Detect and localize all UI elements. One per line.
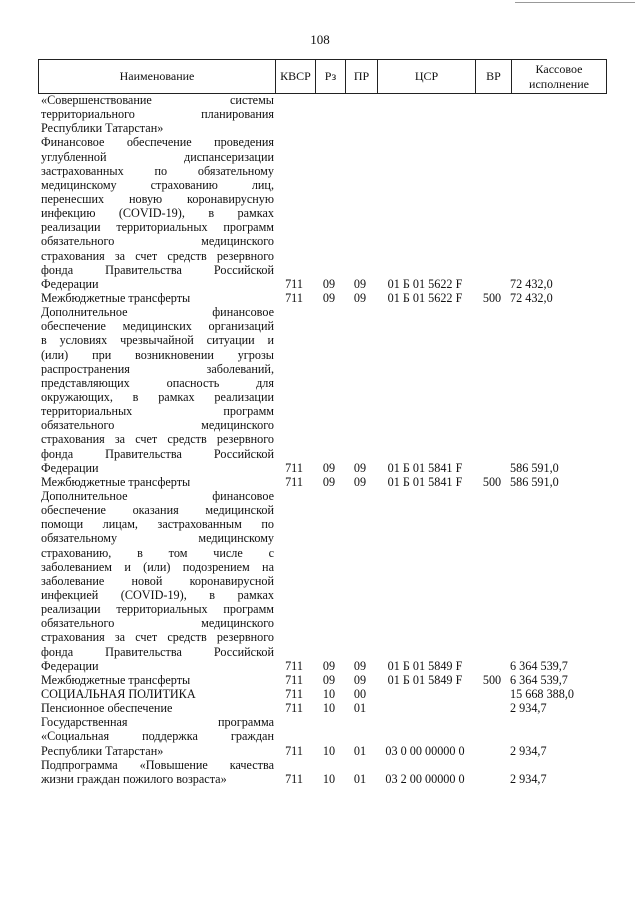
row-kvsr bbox=[274, 715, 314, 757]
row-amount bbox=[510, 758, 547, 786]
row-pr bbox=[344, 135, 376, 291]
header-name: Наименование bbox=[39, 60, 276, 93]
row-name-line: страхования за счет средств резервного bbox=[41, 432, 274, 447]
row-name bbox=[41, 291, 274, 305]
row-name-line: Дополнительное финансовое bbox=[41, 305, 274, 320]
row-name-line: обязательного медицинского bbox=[41, 418, 274, 433]
row-amount-value: 72 432,0 bbox=[510, 276, 553, 291]
row-vr bbox=[474, 715, 510, 757]
row-amount-value: 2 934,7 bbox=[510, 771, 547, 786]
row-name-line: обязательного медицинского bbox=[41, 234, 274, 249]
row-pr-value: 09 bbox=[353, 672, 367, 687]
row-name-line: Федерации bbox=[41, 460, 99, 475]
row-amount bbox=[510, 673, 568, 687]
row-rz-value: 09 bbox=[322, 276, 336, 291]
row-rz-value: 09 bbox=[322, 672, 336, 687]
row-amount bbox=[510, 489, 568, 673]
row-csr bbox=[376, 687, 474, 701]
row-name-line: фонда Правительства Российской bbox=[41, 644, 274, 659]
row-pr-value: 09 bbox=[353, 291, 367, 305]
table-row bbox=[41, 135, 603, 291]
row-name-line: заболевание новой коронавирусной bbox=[41, 573, 274, 588]
row-pr bbox=[344, 758, 376, 786]
row-pr-value: 09 bbox=[353, 460, 367, 475]
row-name-line: СОЦИАЛЬНАЯ ПОЛИТИКА bbox=[41, 687, 196, 702]
row-vr bbox=[474, 135, 510, 291]
row-amount-value: 2 934,7 bbox=[510, 701, 547, 716]
row-csr-value: 03 0 00 00000 0 bbox=[385, 743, 465, 758]
row-amount-value bbox=[510, 121, 513, 135]
row-name bbox=[41, 701, 274, 715]
row-vr-value: 500 bbox=[482, 291, 502, 305]
row-name-line: (или) при возникновении угрозы bbox=[41, 347, 274, 362]
row-csr-value: 01 Б 01 5622 F bbox=[387, 276, 463, 291]
row-csr-value bbox=[376, 121, 474, 135]
row-rz bbox=[314, 758, 344, 786]
row-name-line: медицинскому страхованию лиц, bbox=[41, 177, 274, 192]
table-header bbox=[38, 59, 607, 94]
page-number: 108 bbox=[310, 32, 330, 47]
row-csr bbox=[376, 673, 474, 687]
row-amount bbox=[510, 135, 553, 291]
row-vr bbox=[474, 758, 510, 786]
row-name-line: Государственная программа bbox=[41, 715, 274, 730]
row-name-line: Дополнительное финансовое bbox=[41, 489, 274, 504]
row-pr bbox=[344, 489, 376, 673]
row-rz bbox=[314, 715, 344, 757]
row-rz bbox=[314, 687, 344, 701]
row-name-line: «Совершенствование системы bbox=[41, 93, 274, 107]
row-rz-value: 10 bbox=[322, 743, 336, 758]
row-amount-value: 586 591,0 bbox=[510, 474, 559, 489]
row-amount bbox=[510, 687, 574, 701]
row-name bbox=[41, 475, 274, 489]
row-csr-value: 01 Б 01 5841 F bbox=[387, 474, 463, 489]
row-kvsr bbox=[274, 475, 314, 489]
row-vr-value bbox=[474, 277, 510, 291]
row-vr bbox=[474, 93, 510, 135]
row-rz-value: 09 bbox=[322, 291, 336, 305]
row-amount-value: 15 668 388,0 bbox=[510, 687, 574, 702]
row-name-line: страхованию, в том числе с bbox=[41, 545, 274, 560]
row-name-line: Федерации bbox=[41, 276, 99, 291]
row-pr bbox=[344, 305, 376, 475]
row-rz bbox=[314, 475, 344, 489]
row-amount-value: 6 364 539,7 bbox=[510, 672, 568, 687]
row-name-line: территориальных программ bbox=[41, 404, 274, 419]
row-kvsr-value: 711 bbox=[285, 460, 303, 475]
row-name-line: Республики Татарстан» bbox=[41, 121, 164, 136]
row-vr bbox=[474, 475, 510, 489]
row-rz bbox=[314, 701, 344, 715]
row-rz-value: 09 bbox=[322, 658, 336, 673]
row-name-line: Пенсионное обеспечение bbox=[41, 701, 173, 716]
row-kvsr-value: 711 bbox=[285, 687, 303, 702]
row-rz-value: 09 bbox=[322, 474, 336, 489]
row-name-line: страхования за счет средств резервного bbox=[41, 630, 274, 645]
table-row bbox=[41, 475, 603, 489]
row-csr bbox=[376, 758, 474, 786]
table-row bbox=[41, 758, 603, 786]
row-vr-value bbox=[474, 772, 510, 786]
row-kvsr-value: 711 bbox=[285, 276, 303, 291]
table-row bbox=[41, 489, 603, 673]
row-vr-value bbox=[474, 121, 510, 135]
row-name-line: Республики Татарстан» bbox=[41, 743, 164, 758]
row-pr bbox=[344, 701, 376, 715]
header-rz: Рз bbox=[316, 60, 346, 93]
row-amount bbox=[510, 701, 547, 715]
header-pr: ПР bbox=[346, 60, 378, 93]
row-pr-value: 01 bbox=[353, 701, 367, 716]
row-amount-value: 586 591,0 bbox=[510, 460, 559, 475]
row-kvsr-value: 711 bbox=[285, 291, 303, 305]
row-csr-value: 01 Б 01 5849 F bbox=[387, 658, 463, 673]
header-vr: ВР bbox=[476, 60, 512, 93]
row-pr-value: 09 bbox=[353, 474, 367, 489]
row-kvsr bbox=[274, 687, 314, 701]
row-name-line: помощи лицам, застрахованным по bbox=[41, 517, 274, 532]
row-kvsr bbox=[274, 93, 314, 135]
row-pr bbox=[344, 715, 376, 757]
row-rz bbox=[314, 305, 344, 475]
row-name-line: реализации территориальных программ bbox=[41, 220, 274, 235]
table-row bbox=[41, 305, 603, 475]
row-name-line: инфекцией (COVID-19), в рамках bbox=[41, 588, 274, 602]
row-name bbox=[41, 758, 274, 786]
row-pr bbox=[344, 93, 376, 135]
header-amount: Кассовое исполнение bbox=[529, 61, 589, 91]
row-pr-value: 01 bbox=[353, 771, 367, 786]
row-vr-value bbox=[474, 659, 510, 673]
row-csr-value: 01 Б 01 5849 F bbox=[387, 672, 463, 687]
row-csr-value: 01 Б 01 5622 F bbox=[387, 291, 463, 305]
table-row bbox=[41, 715, 603, 757]
row-name-line: застрахованных по обязательному bbox=[41, 163, 274, 178]
row-csr-value bbox=[376, 701, 474, 715]
row-name-line: реализации территориальных программ bbox=[41, 602, 274, 617]
row-name-line: фонда Правительства Российской bbox=[41, 262, 274, 277]
row-rz-value: 10 bbox=[322, 771, 336, 786]
row-csr-value: 03 2 00 00000 0 bbox=[385, 771, 465, 786]
table-row bbox=[41, 701, 603, 715]
row-name-line: территориального планирования bbox=[41, 107, 274, 122]
row-kvsr bbox=[274, 701, 314, 715]
row-pr bbox=[344, 291, 376, 305]
row-name bbox=[41, 673, 274, 687]
table-row bbox=[41, 673, 603, 687]
row-name-line: «Социальная поддержка граждан bbox=[41, 729, 274, 744]
row-kvsr-value: 711 bbox=[285, 701, 303, 716]
row-pr bbox=[344, 475, 376, 489]
row-name-line: жизни граждан пожилого возраста» bbox=[41, 771, 227, 786]
row-rz bbox=[314, 93, 344, 135]
row-pr bbox=[344, 687, 376, 701]
row-vr-value: 500 bbox=[482, 474, 502, 489]
row-amount-value: 6 364 539,7 bbox=[510, 658, 568, 673]
scan-edge-line bbox=[515, 2, 635, 3]
row-kvsr-value: 711 bbox=[285, 743, 303, 758]
table-row bbox=[41, 687, 603, 701]
row-name-line: Межбюджетные трансферты bbox=[41, 672, 191, 687]
row-amount-value: 72 432,0 bbox=[510, 291, 553, 305]
row-name-line: обязательному медицинскому bbox=[41, 531, 274, 546]
row-amount bbox=[510, 291, 553, 305]
row-name-line: фонда Правительства Российской bbox=[41, 446, 274, 461]
row-kvsr bbox=[274, 489, 314, 673]
row-name-line: Подпрограмма «Повышение качества bbox=[41, 757, 274, 772]
row-name-line: распространения заболеваний, bbox=[41, 361, 274, 376]
row-name bbox=[41, 135, 274, 291]
row-csr bbox=[376, 93, 474, 135]
row-vr bbox=[474, 291, 510, 305]
row-name bbox=[41, 93, 274, 135]
row-amount bbox=[510, 93, 513, 135]
row-kvsr bbox=[274, 673, 314, 687]
row-vr-value bbox=[474, 701, 510, 715]
header-kvsr: КВСР bbox=[276, 60, 316, 93]
row-vr bbox=[474, 673, 510, 687]
row-csr bbox=[376, 291, 474, 305]
row-vr-value bbox=[474, 687, 510, 701]
row-name-line: обеспечение оказания медицинской bbox=[41, 503, 274, 518]
header-csr: ЦСР bbox=[378, 60, 476, 93]
row-kvsr bbox=[274, 135, 314, 291]
row-name bbox=[41, 715, 274, 757]
row-rz bbox=[314, 673, 344, 687]
row-name-line: перенесших новую коронавирусную bbox=[41, 192, 274, 206]
row-name-line: Межбюджетные трансферты bbox=[41, 474, 191, 489]
row-amount bbox=[510, 475, 559, 489]
row-pr-value: 09 bbox=[353, 658, 367, 673]
row-amount-value: 2 934,7 bbox=[510, 743, 547, 758]
row-rz-value: 10 bbox=[322, 687, 336, 702]
row-name bbox=[41, 305, 274, 475]
row-vr-value: 500 bbox=[482, 672, 502, 687]
row-vr bbox=[474, 305, 510, 475]
row-name-line: Федерации bbox=[41, 658, 99, 673]
row-kvsr bbox=[274, 291, 314, 305]
row-rz-value bbox=[314, 121, 344, 135]
row-amount bbox=[510, 715, 547, 757]
row-kvsr-value: 711 bbox=[285, 771, 303, 786]
row-name-line: обеспечение медицинских организаций bbox=[41, 319, 274, 334]
row-csr bbox=[376, 701, 474, 715]
row-vr bbox=[474, 701, 510, 715]
row-name-line: обязательного медицинского bbox=[41, 616, 274, 631]
row-name bbox=[41, 687, 274, 701]
row-kvsr-value: 711 bbox=[285, 672, 303, 687]
row-kvsr-value: 711 bbox=[285, 658, 303, 673]
row-csr bbox=[376, 489, 474, 673]
row-csr-value: 01 Б 01 5841 F bbox=[387, 460, 463, 475]
row-name bbox=[41, 489, 274, 673]
row-pr bbox=[344, 673, 376, 687]
row-csr bbox=[376, 715, 474, 757]
row-kvsr bbox=[274, 758, 314, 786]
table-body bbox=[41, 93, 603, 786]
row-amount bbox=[510, 305, 559, 475]
row-kvsr bbox=[274, 305, 314, 475]
row-csr-value bbox=[376, 687, 474, 701]
row-vr-value bbox=[474, 744, 510, 758]
row-name-line: в условиях чрезвычайной ситуации и bbox=[41, 333, 274, 348]
row-csr bbox=[376, 475, 474, 489]
row-pr-value: 00 bbox=[353, 687, 367, 702]
row-rz bbox=[314, 489, 344, 673]
row-name-line: страхования за счет средств резервного bbox=[41, 248, 274, 263]
row-name-line: заболеванием и (или) подозрением на bbox=[41, 559, 274, 574]
row-csr bbox=[376, 305, 474, 475]
row-kvsr-value: 711 bbox=[285, 474, 303, 489]
row-name-line: Финансовое обеспечение проведения bbox=[41, 135, 274, 150]
row-name-line: инфекцию (COVID-19), в рамках bbox=[41, 206, 274, 221]
row-vr-value bbox=[474, 461, 510, 475]
row-name-line: представляющих опасность для bbox=[41, 375, 274, 390]
row-pr-value bbox=[344, 121, 376, 135]
row-rz-value: 10 bbox=[322, 701, 336, 716]
row-name-line: углубленной диспансеризации bbox=[41, 149, 274, 164]
row-name-line: окружающих, в рамках реализации bbox=[41, 390, 274, 404]
row-vr bbox=[474, 687, 510, 701]
row-pr-value: 01 bbox=[353, 743, 367, 758]
table-row bbox=[41, 93, 603, 135]
row-pr-value: 09 bbox=[353, 276, 367, 291]
row-name-line: Межбюджетные трансферты bbox=[41, 291, 191, 305]
row-rz bbox=[314, 135, 344, 291]
row-rz bbox=[314, 291, 344, 305]
row-csr bbox=[376, 135, 474, 291]
row-kvsr-value bbox=[274, 121, 314, 135]
table-row bbox=[41, 291, 603, 305]
row-vr bbox=[474, 489, 510, 673]
row-rz-value: 09 bbox=[322, 460, 336, 475]
